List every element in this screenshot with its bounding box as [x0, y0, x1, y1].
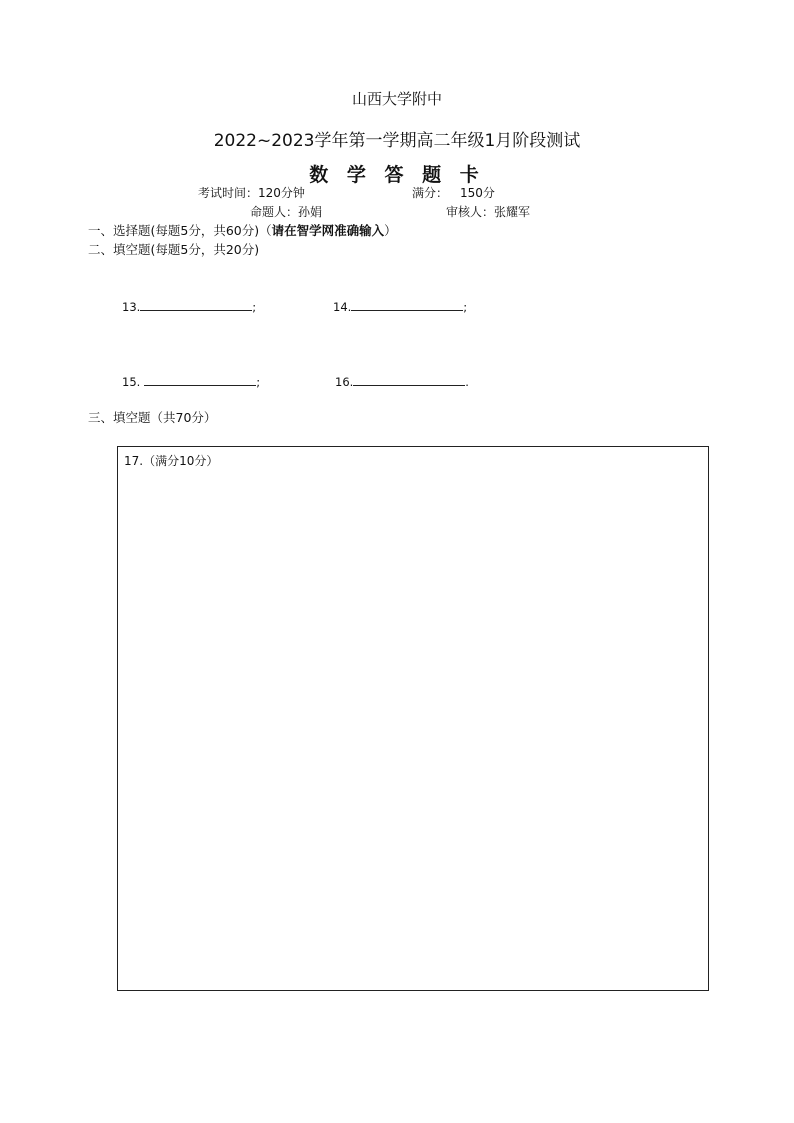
- school-name: 山西大学附中: [351, 90, 442, 108]
- full-score: [412, 184, 495, 201]
- author-value: 孙娟: [298, 205, 323, 219]
- reviewer: [446, 203, 530, 220]
- reviewer-label: 审核人：: [446, 205, 495, 219]
- blank-13[interactable]: [122, 298, 256, 314]
- answer-box-17-label: 17.（满分10分）: [124, 454, 219, 468]
- blank-14-end: ;: [463, 300, 468, 314]
- blank-14[interactable]: [333, 298, 467, 314]
- exam-time: [198, 184, 305, 201]
- blank-13-label: 13.: [122, 300, 141, 314]
- blank-15-label: 15.: [122, 375, 141, 389]
- blank-15-end: ;: [256, 375, 261, 389]
- blank-15-line[interactable]: [144, 373, 256, 386]
- blank-16-end: .: [465, 375, 469, 389]
- full-score-value: 150分: [460, 186, 495, 200]
- answer-card-title: 数 学 答 题 卡: [309, 164, 485, 186]
- blank-13-end: ;: [252, 300, 257, 314]
- author-label: 命题人：: [250, 205, 299, 219]
- exam-time-value: 120分钟: [258, 186, 305, 200]
- blank-14-line[interactable]: [351, 298, 463, 311]
- section-fill: 二、填空题(每题5分，共20分): [88, 242, 260, 257]
- blank-16-line[interactable]: [353, 373, 465, 386]
- full-score-label: 满分：: [412, 186, 449, 200]
- author: [250, 203, 322, 220]
- section-choice-text: 一、选择题(每题5分，共60分)（: [88, 223, 272, 238]
- section-choice: [88, 221, 397, 239]
- blank-16[interactable]: [335, 373, 469, 389]
- section-choice-emphasis: 请在智学网准确输入: [271, 223, 385, 238]
- blank-15[interactable]: [122, 373, 260, 389]
- section-solve: 三、填空题（共70分）: [88, 410, 217, 425]
- blank-14-label: 14.: [333, 300, 352, 314]
- reviewer-value: 张耀军: [494, 205, 531, 219]
- exam-time-label: 考试时间：: [198, 186, 259, 200]
- exam-title: 2022~2023学年第一学期高二年级1月阶段测试: [213, 131, 581, 151]
- blank-16-label: 16.: [335, 375, 354, 389]
- blank-13-line[interactable]: [140, 298, 252, 311]
- answer-box-17[interactable]: [117, 446, 709, 991]
- section-choice-close: ）: [384, 223, 397, 238]
